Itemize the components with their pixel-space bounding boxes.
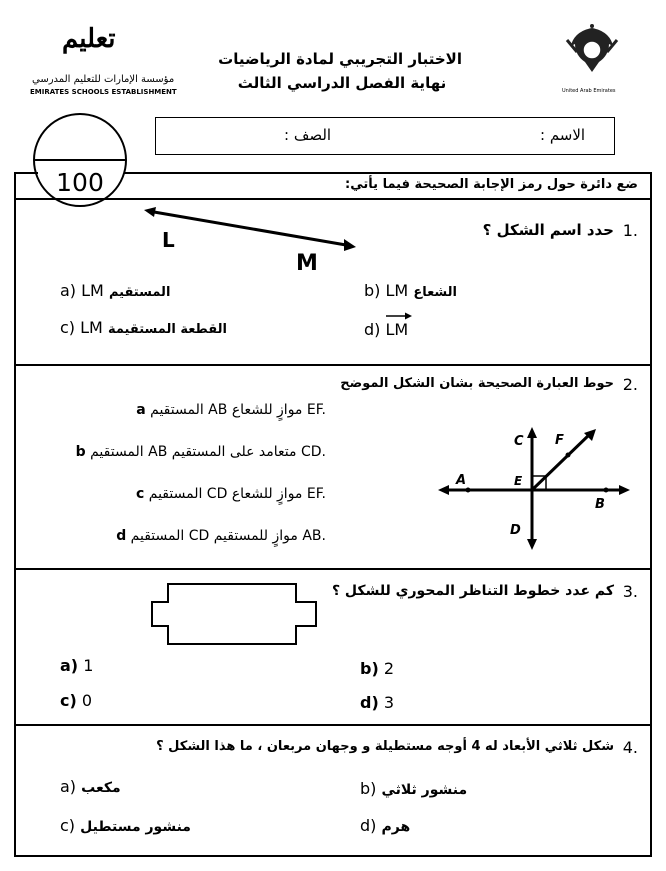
name-label: الاسم :	[540, 126, 586, 144]
q4-option-d[interactable]: d) هرم	[360, 816, 411, 835]
org-name-english: EMIRATES SCHOOLS ESTABLISHMENT	[30, 88, 177, 96]
divider-1	[14, 198, 652, 200]
score-total: 100	[56, 168, 104, 197]
instruction: ضع دائرة حول رمز الإجابة الصحيحة فيما يأتي:	[345, 177, 638, 192]
q3-number: 3.	[622, 582, 638, 601]
q1-label-m: M	[296, 251, 318, 276]
divider-2	[14, 364, 652, 366]
frame-top-left	[14, 172, 38, 174]
q1-label-l: L	[162, 228, 175, 252]
q3-option-a[interactable]: a) 1	[60, 656, 94, 675]
q3-option-b[interactable]: b) 2	[360, 659, 395, 678]
q4-text: شكل ثلاثي الأبعاد له 4 أوجه مستطيلة و وجهان مربعان ، ما هذا الشكل ؟	[156, 739, 614, 754]
q1-option-d[interactable]: d) LM	[364, 320, 408, 339]
q4-option-a[interactable]: a) مكعب	[60, 777, 121, 796]
q2-perpendicular-figure	[436, 424, 632, 552]
divider-3	[14, 568, 652, 570]
q1-number: 1.	[622, 221, 638, 240]
q3-option-c[interactable]: c) 0	[60, 691, 93, 710]
q2-option-c[interactable]: c المستقيم CD موازٍ للشعاع EF.	[136, 486, 326, 502]
q4-option-c[interactable]: c) منشور مستطيل	[60, 816, 191, 835]
q2-label-a: A	[456, 473, 467, 488]
q2-label-d: D	[510, 523, 521, 538]
q2-label-c: C	[514, 434, 524, 449]
q2-option-b[interactable]: b المستقيم AB متعامد على المستقيم CD.	[75, 444, 326, 460]
q3-option-d[interactable]: d) 3	[360, 693, 395, 712]
q1-option-a[interactable]: a) LM المستقيم	[60, 281, 171, 300]
q4-number: 4.	[622, 738, 638, 757]
q3-shape-figure	[150, 580, 330, 650]
q2-label-e: E	[514, 474, 523, 488]
uae-caption: United Arab Emirates	[562, 88, 616, 94]
q1-text: حدد اسم الشكل ؟	[482, 221, 614, 239]
org-name-arabic: مؤسسة الإمارات للتعليم المدرسي	[32, 74, 175, 85]
frame-top	[124, 172, 652, 174]
grade-label: الصف :	[284, 126, 332, 144]
q2-number: 2.	[622, 375, 638, 394]
exam-subtitle: نهاية الفصل الدراسي الثالث	[237, 74, 447, 92]
taaleem-logo-text: تعليم	[62, 24, 116, 54]
frame-right	[650, 172, 652, 857]
q2-option-d[interactable]: d المستقيم CD موازٍ للمستقيم AB.	[116, 528, 326, 544]
q2-label-f: F	[555, 433, 564, 448]
q1-option-b[interactable]: b) LM الشعاع	[364, 281, 457, 300]
q1-option-c[interactable]: c) LM القطعة المستقيمة	[60, 318, 227, 337]
frame-bottom	[14, 855, 652, 857]
q2-text: حوط العبارة الصحيحة بشان الشكل الموضح	[340, 376, 614, 391]
q4-option-b[interactable]: b) منشور ثلاثي	[360, 779, 468, 798]
divider-4	[14, 724, 652, 726]
q2-option-a[interactable]: a المستقيم AB موازٍ للشعاع EF.	[136, 402, 326, 418]
frame-left	[14, 172, 16, 857]
q2-label-b: B	[595, 497, 605, 512]
q3-text: كم عدد خطوط التناظر المحوري للشكل ؟	[331, 583, 614, 599]
uae-emblem-icon	[563, 22, 621, 86]
ray-arrow-icon	[386, 312, 412, 320]
exam-title: الاختبار التجريبي لمادة الرياضيات	[218, 50, 462, 68]
